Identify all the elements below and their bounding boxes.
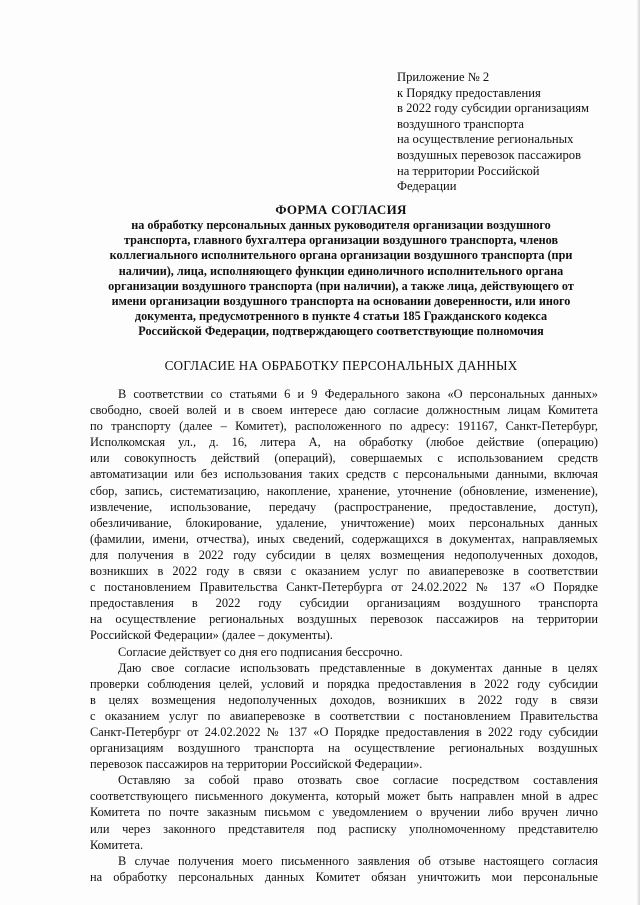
text-line: соответствующего письменного документа, который может быть направлен мной в адрес [90, 789, 598, 804]
text-line: сбор, запись, систематизацию, накопление, хранение, уточнение (обновление, изменение), [90, 483, 598, 498]
form-subtitle-line: транспорта, главного бухгалтера организации воздушного транспорта, членов [123, 233, 559, 248]
text-line: перевозок пассажиров на территории Российской Федерации». [90, 757, 423, 772]
text-line: по транспорту (далее – Комитет), расположенного по адресу: 191167, Санкт-Петербург, [90, 419, 598, 434]
text-line: извлечение, использование, передачу (распространение, предоставление, доступ), [90, 499, 598, 514]
text-line: Исполкомская ул., д. 16, литера А, на обработку (любое действие (операцию) [90, 435, 598, 450]
form-subtitle-line: документа, предусмотренного в пункте 4 статьи 185 Гражданского кодекса [134, 309, 548, 324]
appendix-line: в 2022 году субсидии организациям [397, 101, 590, 116]
text-line: с постановлением Правительства Санкт-Петербурга от 24.02.2022 № 137 «О Порядке [90, 580, 598, 595]
text-line: в целях возмещения недополученных доходов, возникших в 2022 году в связи [90, 692, 598, 707]
appendix-line: Приложение № 2 [397, 70, 490, 84]
text-line: Комитета. [90, 837, 144, 852]
paragraph-usage-consent [90, 660, 598, 773]
text-line: для получения в 2022 году субсидии в целях возмещения недополученных доходов, [90, 547, 598, 562]
appendix-line: на осуществление региональных [397, 132, 574, 147]
text-line: Даю свое согласие использовать представленные в документах данные в целях [118, 660, 598, 675]
text-line: на обработку персональных данных Комитет обязан уничтожить мои персональные [90, 869, 598, 884]
text-line: или через законного представителя под расписку уполномоченному представителю [90, 821, 598, 836]
text-line: возникших в 2022 году в связи с оказанием услуг по авиаперевозке в соответствии [90, 564, 598, 579]
text-line: с оказанием услуг по авиаперевозке в соответствии с постановлением Правительства [90, 708, 598, 723]
text-line: свободно, своей волей и в своем интересе даю согласие должностным лицам Комитета [90, 403, 598, 418]
form-subtitle-line: наличии), лица, исполняющего функции единоличного исполнительного органа [118, 263, 564, 278]
text-line: Комитета по почте заказным письмом с уведомлением о вручении либо вручен лично [90, 805, 598, 820]
appendix-line: воздушных перевозок пассажиров [397, 147, 582, 162]
text-line: Российской Федерации» (далее – документы). [90, 628, 333, 643]
paragraph-validity [90, 644, 598, 660]
text-line: (фамилии, имени, отчества), иных сведений, содержащихся в документах, направляемых [90, 531, 598, 546]
consent-body [90, 386, 598, 885]
paragraph-withdrawal-effect [90, 853, 598, 885]
text-line: предоставления в 2022 году субсидии организациям воздушного транспорта [90, 596, 598, 611]
text-line: В случае получения моего письменного заявления об отзыве настоящего согласия [118, 853, 598, 868]
text-line: на осуществление региональных воздушных перевозок пассажиров на территории [90, 612, 598, 627]
form-subtitle-line: организации воздушного транспорта (при наличии), а также лица, действующего от [108, 278, 574, 293]
consent-heading: СОГЛАСИЕ НА ОБРАБОТКУ ПЕРСОНАЛЬНЫХ ДАННЫХ [164, 358, 518, 373]
text-line: В соответствии со статьями 6 и 9 Федерального закона «О персональных данных» [118, 387, 598, 401]
appendix-line: Федерации [397, 179, 457, 194]
form-subtitle [86, 218, 596, 340]
appendix-line: к Порядку предоставления [397, 85, 541, 100]
text-line: Оставляю за собой право отозвать свое согласие посредством составления [118, 773, 598, 788]
text-line: Санкт-Петербург от 24.02.2022 № 137 «О Порядке предоставления в 2022 году субсидии [90, 724, 598, 739]
form-subtitle-line: на обработку персональных данных руководителя организации воздушного [131, 218, 551, 232]
text-line: проверки соблюдения целей, условий и порядка предоставления в 2022 году субсидии [90, 676, 598, 691]
paragraph-legal-basis [90, 386, 598, 644]
appendix-line: воздушного транспорта [397, 116, 524, 131]
form-subtitle-line: Российской Федерации, подтверждающего соответствующие полномочия [138, 324, 544, 339]
appendix-line: на территории Российской [397, 163, 540, 178]
form-title-block [86, 202, 596, 340]
text-line: организациям воздушного транспорта на осуществление региональных воздушных [90, 741, 598, 756]
form-subtitle-line: имени организации воздушного транспорта на основании доверенности, или иного [111, 294, 571, 309]
text-line: обезличивание, блокирование, удаление, уничтожение) моих персональных данных [90, 515, 598, 530]
text-line: или совокупность действий (операций), совершаемых с использованием средств [90, 451, 598, 466]
form-title: ФОРМА СОГЛАСИЯ [275, 202, 407, 217]
form-subtitle-line: коллегиального исполнительного органа организации воздушного транспорта (при [109, 248, 573, 263]
text-line: Согласие действует со дня его подписания бессрочно. [118, 644, 403, 659]
paragraph-withdrawal-right [90, 772, 598, 852]
appendix-note [397, 70, 612, 195]
text-line: автоматизации или без использования таких средств с персональными данными, включая [90, 467, 598, 482]
